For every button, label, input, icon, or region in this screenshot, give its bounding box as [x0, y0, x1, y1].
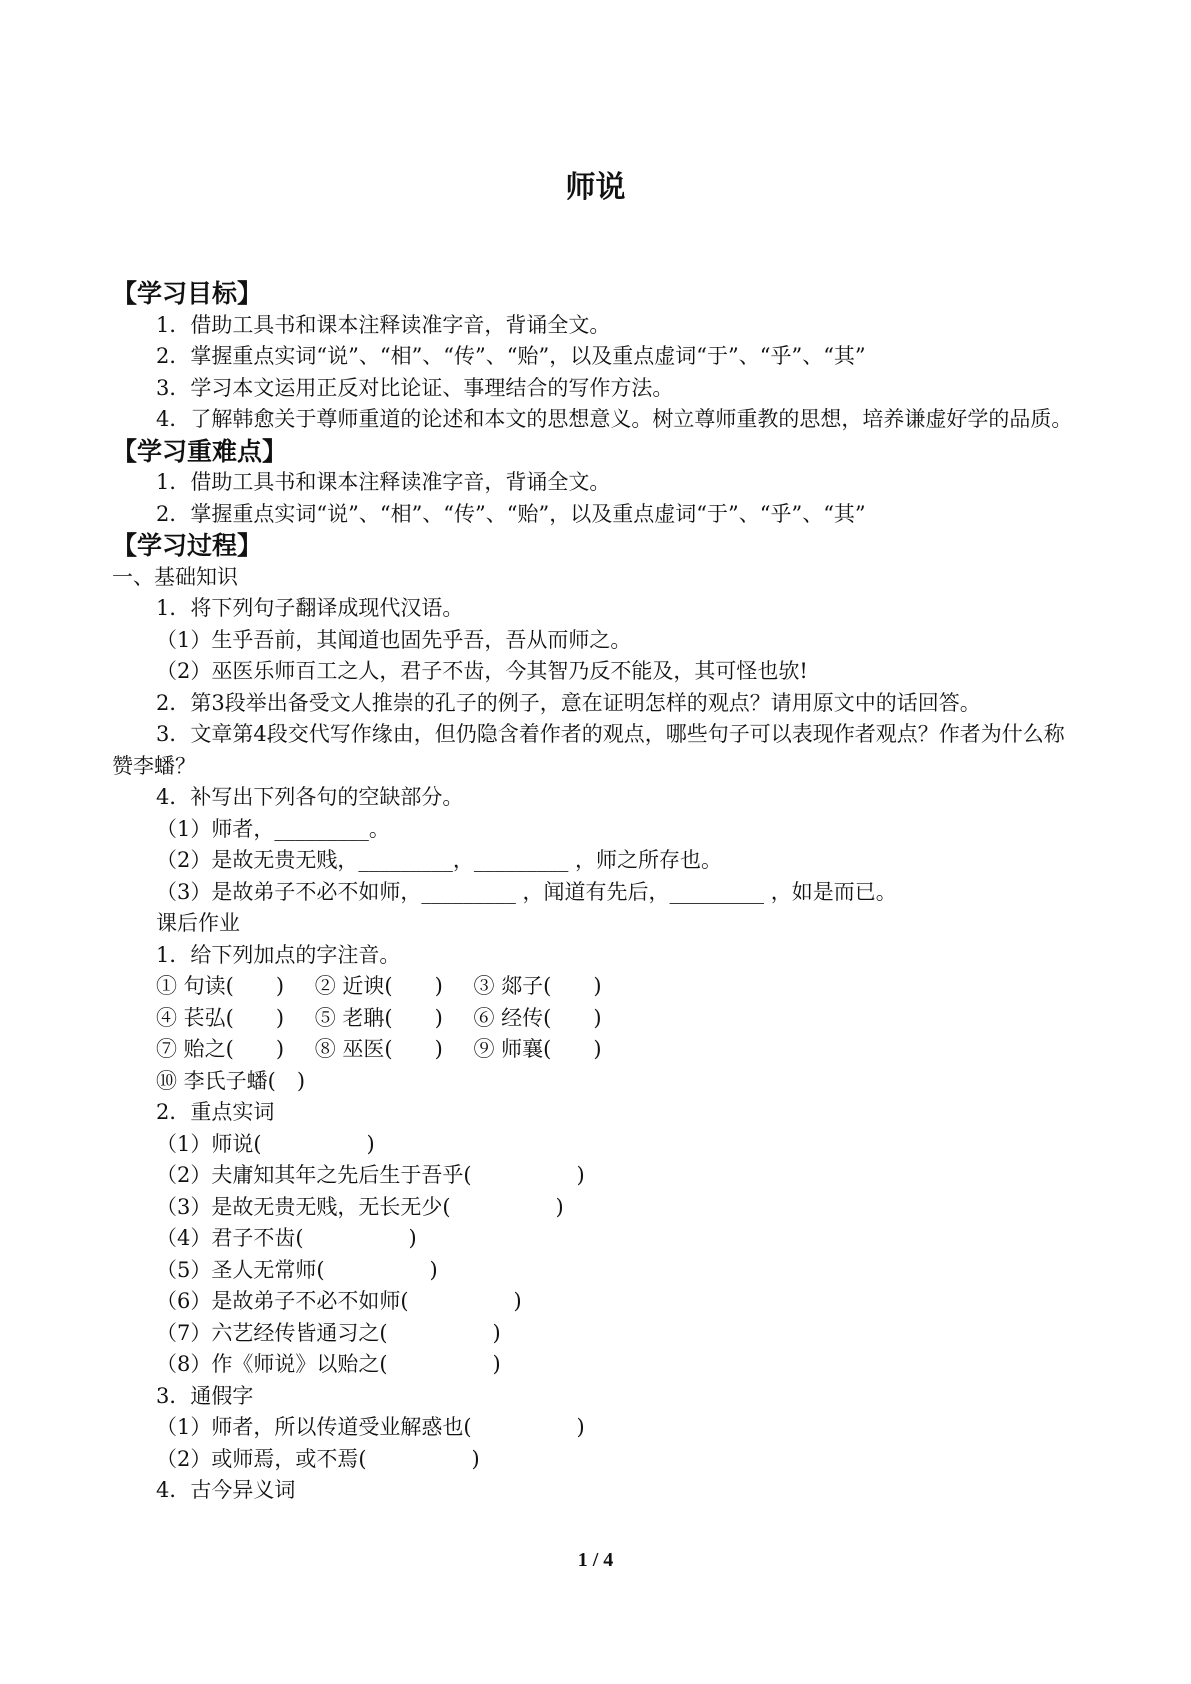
pinyin-row-4	[112, 1066, 1082, 1098]
question-4: 4．补写出下列各句的空缺部分。	[156, 785, 464, 809]
key-item-1: 1．借助工具书和课本注释读准字音，背诵全文。	[156, 470, 611, 494]
homework-2-item-4: （4）君子不齿( )	[156, 1226, 417, 1250]
document-body	[112, 278, 1082, 1507]
pinyin-row-3	[112, 1034, 1082, 1066]
pinyin-item: ⑥ 经传( )	[473, 1005, 602, 1030]
pinyin-item: ③ 郯子( )	[473, 974, 602, 998]
pinyin-item: ⑦ 贻之( )	[156, 1037, 285, 1061]
pinyin-item: ⑧ 巫医( )	[314, 1037, 443, 1061]
pinyin-item: ① 句读( )	[156, 974, 285, 998]
page-number: 1 / 4	[577, 1549, 614, 1571]
question-4-item-2: （2）是故无贵无贱，_________，_________ ，师之所存也。	[156, 848, 723, 872]
homework-2-item-1: （1）师说( )	[156, 1131, 375, 1156]
pinyin-item: ④ 苌弘( )	[156, 1005, 285, 1030]
question-1-item-1: （1）生乎吾前，其闻道也固先乎吾，吾从而师之。	[156, 627, 632, 652]
homework-3-item-2: （2）或师焉，或不焉( )	[156, 1446, 480, 1471]
section-heading-key-points: 【学习重难点】	[112, 436, 288, 466]
homework-3: 3．通假字	[156, 1383, 254, 1408]
page-title: 师说	[565, 170, 626, 205]
question-2: 2．第3段举出备受文人推崇的孔子的例子，意在证明怎样的观点？请用原文中的话回答。	[156, 690, 981, 715]
question-3: 3．文章第4段交代写作缘由，但仍隐含着作者的观点，哪些句子可以表现作者观点？作者为什么称赞李蟠？	[112, 722, 1065, 778]
homework-2-item-7: （7）六艺经传皆通习之( )	[156, 1320, 501, 1345]
pinyin-item: ⑤ 老聃( )	[314, 1005, 443, 1030]
goal-item-2: 2．掌握重点实词“说”、“相”、“传”、“贻”，以及重点虚词“于”、“乎”、“其”	[156, 344, 866, 368]
homework-2-item-5: （5）圣人无常师( )	[156, 1257, 438, 1282]
homework-4: 4．古今异义词	[156, 1478, 296, 1502]
homework-label: 课后作业	[156, 911, 240, 935]
homework-2-item-6: （6）是故弟子不必不如师( )	[156, 1289, 522, 1313]
pinyin-item: ⑨ 师襄( )	[473, 1037, 602, 1061]
pinyin-row-2	[112, 1003, 1082, 1035]
homework-2-item-8: （8）作《师说》以贻之( )	[156, 1352, 501, 1376]
pinyin-row-1	[112, 971, 1082, 1003]
question-4-item-1: （1）师者，_________。	[156, 816, 390, 841]
question-4-item-3: （3）是故弟子不必不如师，_________ ，闻道有先后，_________ ，如是而已。	[156, 879, 897, 904]
question-1-item-2: （2）巫医乐师百工之人，君子不齿，今其智乃反不能及，其可怪也欤!	[156, 659, 808, 683]
homework-2-item-2: （2）夫庸知其年之先后生于吾乎( )	[156, 1163, 585, 1187]
section-heading-process: 【学习过程】	[112, 531, 263, 560]
pinyin-item: ⑩ 李氏子蟠( )	[156, 1068, 306, 1093]
pinyin-item: ② 近谀( )	[314, 974, 443, 998]
section-heading-goals: 【学习目标】	[112, 279, 263, 308]
homework-2: 2．重点实词	[156, 1100, 275, 1124]
goal-item-4: 4．了解韩愈关于尊师重道的论述和本文的思想意义。树立尊师重教的思想，培养谦虚好学的品质。	[156, 407, 1073, 431]
part-label-basics: 一、基础知识	[112, 564, 238, 589]
key-item-2: 2．掌握重点实词“说”、“相”、“传”、“贻”，以及重点虚词“于”、“乎”、“其”	[156, 501, 866, 526]
question-1: 1．将下列句子翻译成现代汉语。	[156, 596, 464, 620]
homework-1: 1．给下列加点的字注音。	[156, 942, 401, 967]
homework-3-item-1: （1）师者，所以传道受业解惑也( )	[156, 1415, 585, 1439]
goal-item-3: 3．学习本文运用正反对比论证、事理结合的写作方法。	[156, 375, 674, 400]
homework-2-item-3: （3）是故无贵无贱，无长无少( )	[156, 1194, 564, 1219]
goal-item-1: 1．借助工具书和课本注释读准字音，背诵全文。	[156, 312, 611, 337]
